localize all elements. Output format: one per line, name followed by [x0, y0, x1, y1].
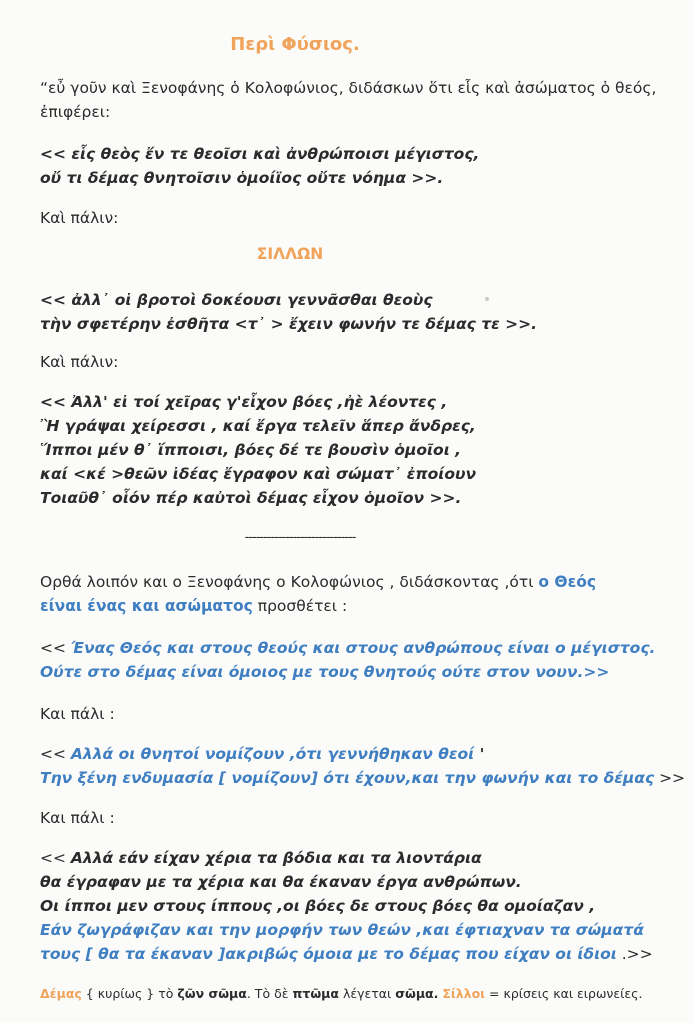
quote3-line: << Ἀλλ' εἰ τοί χεῖρας γ'εἶχον βόες ,ἠὲ λέοντες ,	[40, 393, 448, 411]
quote-open: <<	[40, 849, 71, 867]
quote-close: .>>	[616, 945, 653, 963]
modern-quote3-line: Εάν ζωγράφιζαν και την μορφήν των θεών ,και έφτιαχναν τα σώματά	[40, 921, 644, 939]
quote3-line: καί <κέ >θεῶν ἰδέας ἔγραφον καὶ σώματ᾽ ἐποίουν	[40, 465, 476, 483]
modern-quote3	[40, 846, 680, 966]
separator: ------------------------------	[244, 530, 356, 545]
quote3-greek	[40, 390, 680, 510]
quote1-line: << εἷς θεὸς ἔν τε θεοῖσι καὶ ἀνθρώποισι μέγιστος,	[40, 145, 480, 163]
kai-pali-1: Και πάλι :	[40, 705, 115, 723]
kai-palin-1: Καὶ πάλιν:	[40, 209, 119, 227]
footnote-term: σῶμα.	[395, 986, 439, 1001]
modern-intro-text: Ορθά λοιπόν και ο Ξενοφάνης ο Κολοφώνιος , διδάσκοντας ,ότι	[40, 573, 539, 591]
quote-open: <<	[40, 639, 71, 657]
quote-open: <<	[40, 745, 71, 763]
footnote-text: . Τὸ δὲ	[246, 986, 293, 1001]
modern-intro-text: προσθέτει :	[252, 597, 348, 615]
quote1-line: οὔ τι δέμας θνητοῖσιν ὁμοίϊος οὔτε νόημα >>.	[40, 169, 444, 187]
footnote-term: Σίλλοι	[442, 986, 486, 1001]
quote2-line: << ἀλλ᾽ οἱ βροτοὶ δοκέουσι γεννᾶσθαι θεοὺς	[40, 291, 433, 309]
intro-greek: “εὖ γοῦν καὶ Ξενοφάνης ὁ Κολοφώνιος, διδάσκων ὅτι εἷς καὶ ἀσώματος ὁ θεός, ἐπιφέρει:	[40, 79, 657, 121]
kai-pali-2: Και πάλι :	[40, 809, 115, 827]
modern-quote3-line: Οι ίπποι μεν στους ίππους ,οι βόες δε στους βόες θα ομοίαζαν ,	[40, 897, 596, 915]
modern-quote3-line: τους [ θα τα έκαναν ]ακριβώς όμοια με το δέμας που είχαν οι ίδιοι	[40, 945, 617, 963]
page-title: Περὶ Φύσιος.	[230, 34, 360, 55]
modern-quote1-line: Ένας Θεός και στους θεούς και στους ανθρώπους είναι ο μέγιστος.	[70, 639, 656, 657]
quote-close: >>	[654, 769, 686, 787]
footnote	[40, 986, 642, 1001]
modern-intro	[40, 570, 680, 618]
modern-quote3-line: Αλλά εάν είχαν χέρια τα βόδια και τα λιοντάρια	[70, 849, 482, 867]
modern-quote2-line: Την ξένη ενδυμασία [ νομίζουν] ότι έχουν,και την φωνήν και το δέμας	[40, 769, 655, 787]
quote1-greek	[40, 142, 680, 190]
footnote-text: = κρίσεις και ειρωνείες.	[485, 986, 643, 1001]
quote3-line: Ἢ γράψαι χείρεσσι , καί ἔργα τελεῖν ἅπερ ἄνδρες,	[40, 417, 476, 435]
footnote-text: λέγεται	[338, 986, 396, 1001]
modern-quote1-line: Ούτε στο δέμας είναι όμοιος με τους θνητούς ούτε στον νουν.>>	[40, 663, 610, 681]
modern-intro-highlight: ο Θεός	[538, 573, 597, 591]
footnote-term: Δέμας	[40, 986, 82, 1001]
modern-quote2-line: Αλλά οι θνητοί νομίζουν ,ότι γεννήθηκαν θεοί	[70, 745, 475, 763]
modern-quote1	[40, 636, 680, 684]
quote3-line: Ἵπποι μέν θ᾽ ἵπποισι, βόες δέ τε βουσὶν ὁμοῖοι ,	[40, 441, 462, 459]
quote2-greek	[40, 288, 680, 336]
quote3-line: Τοιαῦθ᾽ οἷόν πέρ καὐτοὶ δέμας εἶχον ὁμοῖον >>.	[40, 489, 462, 507]
footnote-text: { κυρίως } τὸ	[81, 986, 178, 1001]
modern-intro-highlight: είναι ένας και ασώματος	[40, 597, 253, 615]
footnote-term: ζῶν σῶμα	[177, 986, 247, 1001]
quote2-line: τὴν σφετέρην ἐσθῆτα <τ᾽ > ἔχειν φωνήν τε δέμας τε >>.	[40, 315, 538, 333]
modern-quote3-line: θα έγραφαν με τα χέρια και θα έκαναν έργα ανθρώπων.	[40, 873, 522, 891]
footnote-term: πτῶμα	[292, 986, 339, 1001]
sillon-heading: ΣΙΛΛΩΝ	[256, 245, 324, 263]
modern-quote2	[40, 742, 686, 790]
quote-mark: '	[474, 745, 485, 763]
kai-palin-2: Καὶ πάλιν:	[40, 353, 119, 371]
